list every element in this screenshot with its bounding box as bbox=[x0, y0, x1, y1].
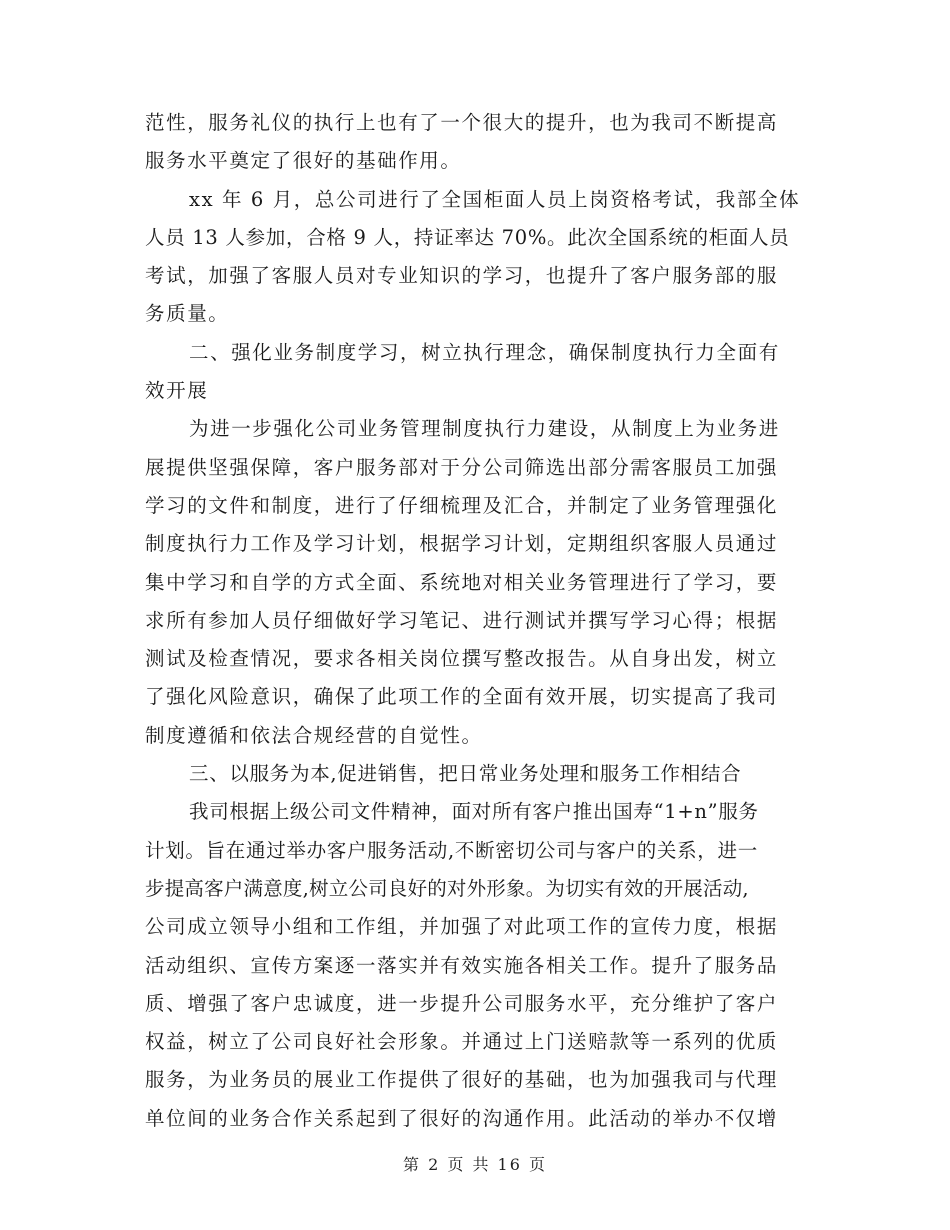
text-line: 步提高客户满意度,树立公司良好的对外形象。为切实有效的开展活动, bbox=[145, 876, 749, 900]
text-line: 集中学习和自学的方式全面、系统地对相关业务管理进行了学习，要 bbox=[145, 570, 779, 594]
section-heading-line: 二、强化业务制度学习，树立执行理念，确保制度执行力全面有 bbox=[189, 340, 780, 364]
text-line: 质、增强了客户忠诚度，进一步提升公司服务水平，充分维护了客户 bbox=[145, 991, 779, 1015]
paragraph-start-line: xx 年 6 月，总公司进行了全国柜面人员上岗资格考试，我部全体 bbox=[189, 187, 801, 211]
section-heading-line: 效开展 bbox=[145, 379, 209, 403]
text-line: 权益，树立了公司良好社会形象。并通过上门送赔款等一系列的优质 bbox=[145, 1030, 779, 1054]
paragraph-start-line: 我司根据上级公司文件精神，面对所有客户推出国寿“1+n”服务 bbox=[189, 800, 759, 824]
text-line: 制度执行力工作及学习计划，根据学习计划，定期组织客服人员通过 bbox=[145, 532, 779, 556]
text-line: 测试及检查情况，要求各相关岗位撰写整改报告。从自身出发，树立 bbox=[145, 647, 779, 671]
text-line: 求所有参加人员仔细做好学习笔记、进行测试并撰写学习心得；根据 bbox=[145, 608, 779, 632]
text-line: 计划。旨在通过举办客户服务活动,不断密切公司与客户的关系，进一 bbox=[145, 838, 758, 862]
text-line: 单位间的业务合作关系起到了很好的沟通作用。此活动的举办不仅增 bbox=[145, 1106, 779, 1130]
page-number-footer: 第 2 页 共 16 页 bbox=[403, 1155, 547, 1174]
paragraph-start-line: 为进一步强化公司业务管理制度执行力建设，从制度上为业务进 bbox=[189, 417, 780, 441]
text-line: 考试，加强了客服人员对专业知识的学习，也提升了客户服务部的服 bbox=[145, 264, 779, 288]
text-line: 人员 13 人参加，合格 9 人，持证率达 70%。此次全国系统的柜面人员 bbox=[145, 225, 790, 249]
text-line: 务质量。 bbox=[145, 302, 230, 326]
section-heading-line: 三、以服务为本,促进销售，把日常业务处理和服务工作相结合 bbox=[189, 762, 742, 786]
text-line: 制度遵循和依法合规经营的自觉性。 bbox=[145, 723, 483, 747]
text-line: 范性，服务礼仪的执行上也有了一个很大的提升，也为我司不断提高 bbox=[145, 111, 779, 134]
text-line: 了强化风险意识，确保了此项工作的全面有效开展，切实提高了我司 bbox=[145, 685, 779, 709]
text-line: 服务，为业务员的展业工作提供了很好的基础，也为加强我司与代理 bbox=[145, 1068, 779, 1092]
text-line: 服务水平奠定了很好的基础作用。 bbox=[145, 149, 462, 173]
document-body bbox=[145, 104, 810, 1138]
text-line: 活动组织、宣传方案逐一落实并有效实施各相关工作。提升了服务品 bbox=[145, 953, 779, 977]
text-line: 学习的文件和制度，进行了仔细梳理及汇合，并制定了业务管理强化 bbox=[145, 493, 779, 517]
text-line: 展提供坚强保障，客户服务部对于分公司筛选出部分需客服员工加强 bbox=[145, 455, 779, 479]
text-line: 公司成立领导小组和工作组，并加强了对此项工作的宣传力度，根据 bbox=[145, 915, 779, 939]
